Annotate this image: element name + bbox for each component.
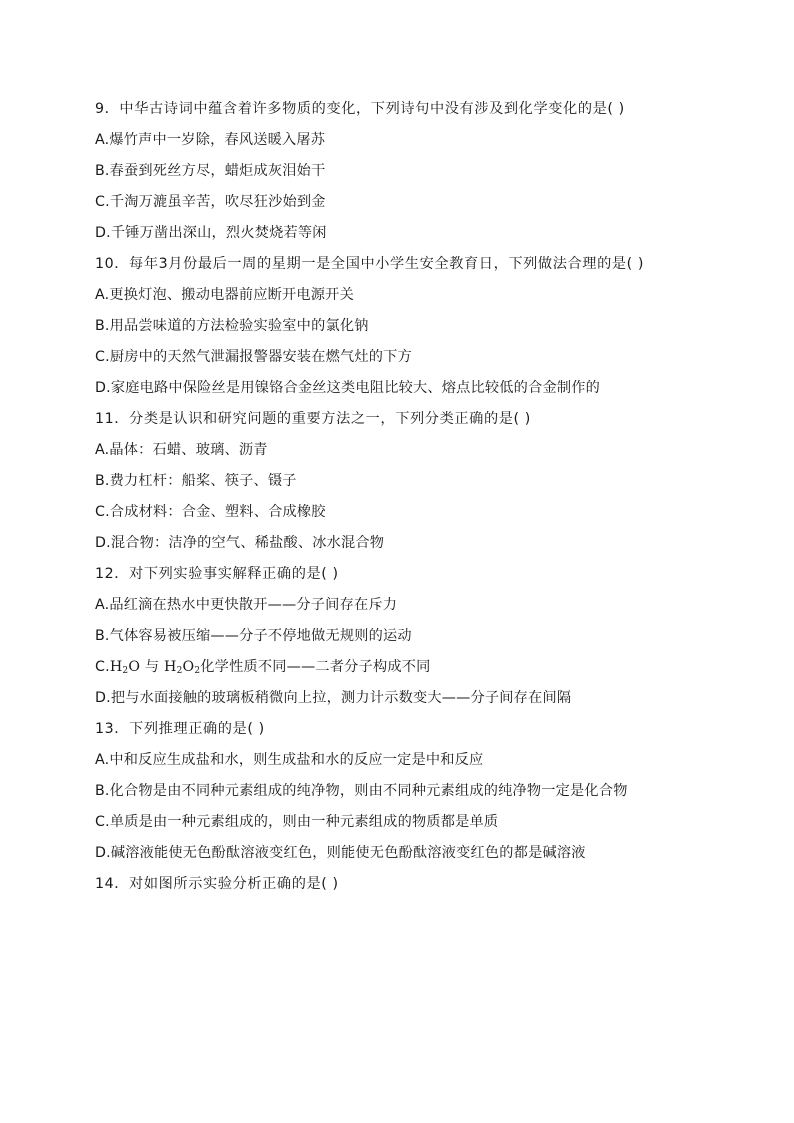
question-10-option-d: D.家庭电路中保险丝是用镍铬合金丝这类电阻比较大、熔点比较低的合金制作的 [95, 380, 601, 396]
formula-h2o-h: H [109, 659, 123, 675]
option-c-connector: 与 [140, 659, 164, 675]
question-13-option-d: D.碱溶液能使无色酚酞溶液变红色，则能使无色酚酞溶液变红色的都是碱溶液 [95, 845, 586, 861]
formula-h2o2-sub2: 2 [194, 666, 201, 676]
question-13-option-c: C.单质是由一种元素组成的，则由一种元素组成的物质都是单质 [95, 814, 499, 830]
formula-h2o2-sub1: 2 [176, 666, 183, 676]
formula-h2o-sub: 2 [122, 666, 129, 676]
question-10-option-c: C.厨房中的天然气泄漏报警器安装在燃气灶的下方 [95, 349, 412, 365]
question-list [95, 94, 735, 900]
option-c-prefix: C. [95, 659, 110, 675]
question-12-option-c [95, 652, 735, 683]
question-9-option-b: B.春蚕到死丝方尽，蜡炬成灰泪始干 [95, 163, 326, 179]
formula-h2o-o: O [128, 659, 141, 675]
formula-h2o [110, 659, 140, 675]
question-11-option-b: B.费力杠杆：船桨、筷子、镊子 [95, 473, 297, 489]
question-13-option-b: B.化合物是由不同种元素组成的纯净物，则由不同种元素组成的纯净物一定是化合物 [95, 783, 628, 799]
question-12-option-d: D.把与水面接触的玻璃板稍微向上拉，测力计示数变大——分子间存在间隔 [95, 690, 572, 706]
question-12-stem: 12．对下列实验事实解释正确的是( ) [95, 566, 339, 582]
question-11-option-d: D.混合物：洁净的空气、稀盐酸、冰水混合物 [95, 535, 385, 551]
question-10-option-a: A.更换灯泡、搬动电器前应断开电源开关 [95, 287, 354, 303]
question-13-option-a: A.中和反应生成盐和水，则生成盐和水的反应一定是中和反应 [95, 752, 484, 768]
question-14-stem: 14．对如图所示实验分析正确的是( ) [95, 876, 339, 892]
formula-h2o2 [164, 659, 200, 675]
question-11-stem: 11．分类是认识和研究问题的重要方法之一，下列分类正确的是( ) [95, 411, 531, 427]
question-12-option-b: B.气体容易被压缩——分子不停地做无规则的运动 [95, 628, 412, 644]
question-9-stem: 9．中华古诗词中蕴含着许多物质的变化，下列诗句中没有涉及到化学变化的是( ) [95, 101, 625, 117]
question-10-stem: 10．每年3月份最后一周的星期一是全国中小学生安全教育日，下列做法合理的是( ) [95, 256, 645, 272]
question-11-option-a: A.晶体：石蜡、玻璃、沥青 [95, 442, 268, 458]
question-9-option-c: C.千淘万漉虽辛苦，吹尽狂沙始到金 [95, 194, 326, 210]
question-13-stem: 13．下列推理正确的是( ) [95, 721, 265, 737]
question-9-option-d: D.千锤万凿出深山，烈火焚烧若等闲 [95, 225, 327, 241]
question-9-option-a: A.爆竹声中一岁除，春风送暖入屠苏 [95, 132, 326, 148]
question-11-option-c: C.合成材料：合金、塑料、合成橡胶 [95, 504, 326, 520]
formula-h2o2-o: O [182, 659, 195, 675]
option-c-suffix: 化学性质不同——二者分子构成不同 [200, 659, 431, 675]
question-10-option-b: B.用品尝味道的方法检验实验室中的氯化钠 [95, 318, 369, 334]
formula-h2o2-h: H [164, 659, 177, 675]
question-12-option-a: A.品红滴在热水中更快散开——分子间存在斥力 [95, 597, 398, 613]
